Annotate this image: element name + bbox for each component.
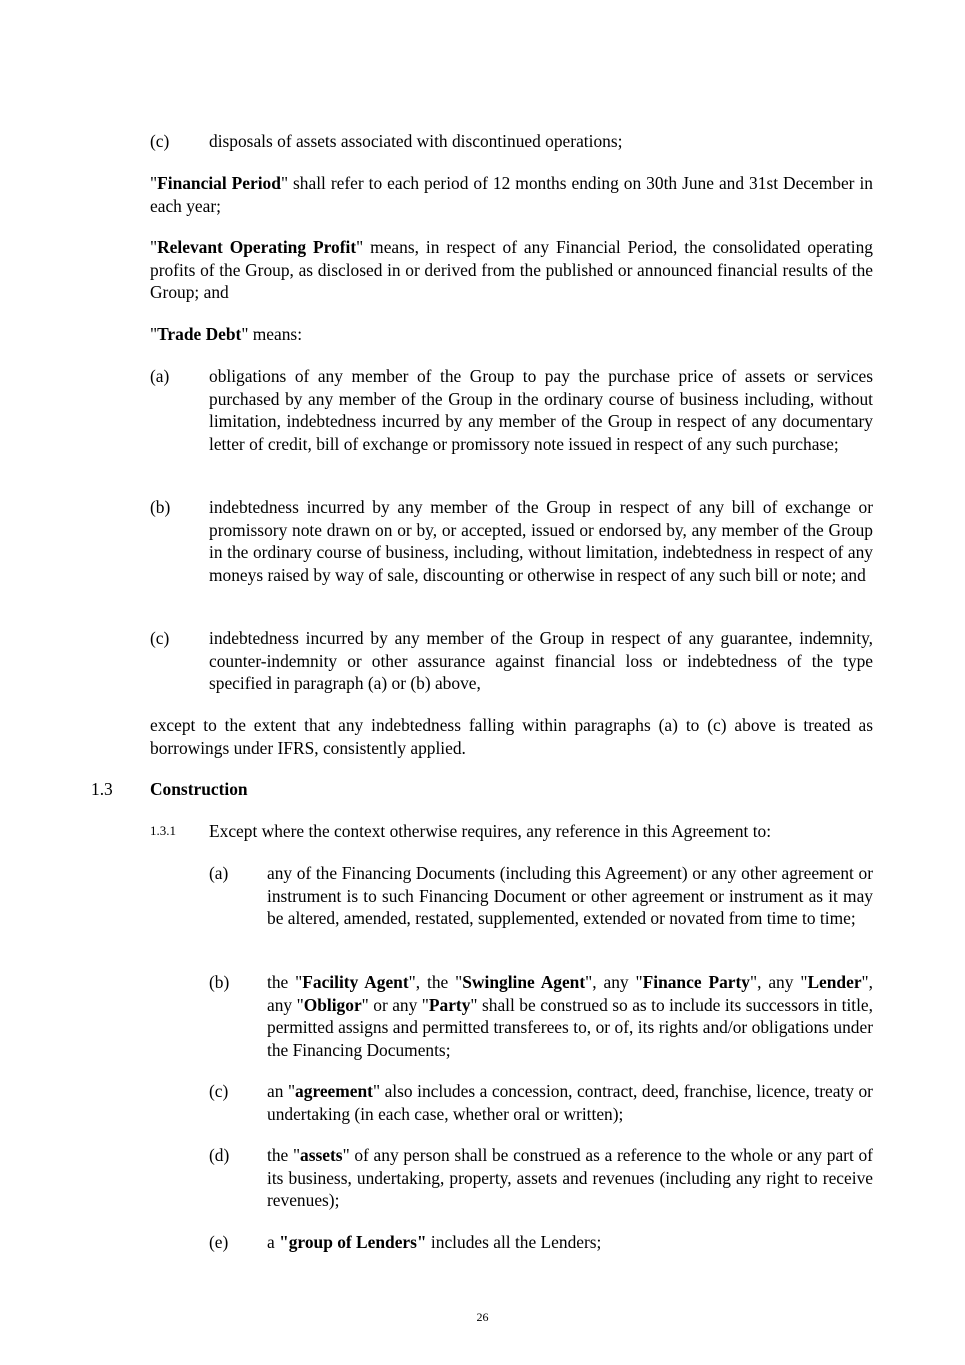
defined-term: Trade Debt bbox=[157, 324, 242, 344]
list-label: (c) bbox=[150, 628, 170, 648]
list-item-text: indebtedness incurred by any member of the Group in respect of any bill of exchange or promissory note drawn on or by, or accepted, issued or endorsed by, any member of the Group in the ordinary course of business, including, without limitation, indebtedness in respect of any moneys raised by way of sale, discounting or otherwise in respect of any such bill or note; and bbox=[209, 497, 873, 585]
except-paragraph: except to the extent that any indebtedness falling within paragraphs (a) to (c) above is treated as borrowings under IFRS, consistently applied. bbox=[150, 715, 873, 758]
list-label: (a) bbox=[150, 366, 170, 386]
list-item-text: an "agreement" also includes a concession, contract, deed, franchise, licence, treaty or undertaking (in each case, whether oral or written); bbox=[267, 1081, 873, 1124]
list-label: (b) bbox=[209, 972, 230, 992]
definition-relevant-operating-profit: "Relevant Operating Profit" means, in respect of any Financial Period, the consolidated operating profits of the Group, as disclosed in or derived from the published or announced financial results of the Group; and bbox=[150, 237, 873, 303]
definition-text: means, in respect of any Financial Period, the consolidated operating profits of the Group, as disclosed in or derived from the published or announced financial results of the Group; and bbox=[150, 237, 873, 303]
page-number: 26 bbox=[476, 1310, 489, 1324]
subsection-text: Except where the context otherwise requires, any reference in this Agreement to: bbox=[209, 821, 772, 841]
list-label: (a) bbox=[209, 863, 229, 883]
list-item-text: obligations of any member of the Group to pay the purchase price of assets or services purchased by any member of the Group in the ordinary course of business including, without limitation, indebtedness incurred by any member of the Group in respect of any documentary letter of credit, bill of exchange or promissory note issued in respect of any such purchase; bbox=[209, 366, 873, 454]
definition-financial-period: "Financial Period" shall refer to each period of 12 months ending on 30th June and 31st December in each year; bbox=[150, 173, 873, 216]
list-item-text: the "assets" of any person shall be construed as a reference to the whole or any part of its business, undertaking, property, assets and revenues (including any right to receive revenues); bbox=[267, 1145, 873, 1211]
list-item-text: disposals of assets associated with discontinued operations; bbox=[209, 131, 623, 151]
list-item-text: indebtedness incurred by any member of the Group in respect of any guarantee, indemnity, counter-indemnity or other assurance against financial loss or indebtedness of the type specified in paragraph (a) or (b) above, bbox=[209, 628, 873, 694]
section-title-text: Construction bbox=[150, 779, 248, 799]
list-label: (c) bbox=[209, 1081, 229, 1101]
definition-text: shall refer to each period of 12 months ending on 30th June and 31st December in each year; bbox=[150, 173, 873, 216]
defined-term: Financial Period bbox=[157, 173, 281, 193]
list-label: (d) bbox=[209, 1145, 230, 1165]
subsection-number: 1.3.1 bbox=[150, 823, 176, 838]
list-label: (b) bbox=[150, 497, 171, 517]
list-label: (c) bbox=[150, 131, 170, 151]
list-label: (e) bbox=[209, 1232, 229, 1252]
defined-term: Relevant Operating Profit bbox=[157, 237, 357, 257]
list-item-text: any of the Financing Documents (including this Agreement) or any other agreement or instrument is to such Financing Document or other agreement or instrument as it may be altered, amended, restated, supplemented, extended or novated from time to time; bbox=[267, 863, 873, 929]
section-title bbox=[150, 778, 248, 801]
definition-trade-debt: "Trade Debt" means: bbox=[150, 324, 303, 344]
list-item-text: the "Facility Agent", the "Swingline Agent", any "Finance Party", any "Lender", any "Obligor" or any "Party" shall be construed so as to include its successors in title, permitted assigns and permitted transferees to, or of, its rights and/or obligations under the Financing Documents; bbox=[267, 972, 874, 1060]
list-item-text: a "group of Lenders" includes all the Lenders; bbox=[267, 1232, 602, 1252]
section-number: 1.3 bbox=[91, 779, 113, 799]
definition-text: means: bbox=[248, 324, 303, 344]
